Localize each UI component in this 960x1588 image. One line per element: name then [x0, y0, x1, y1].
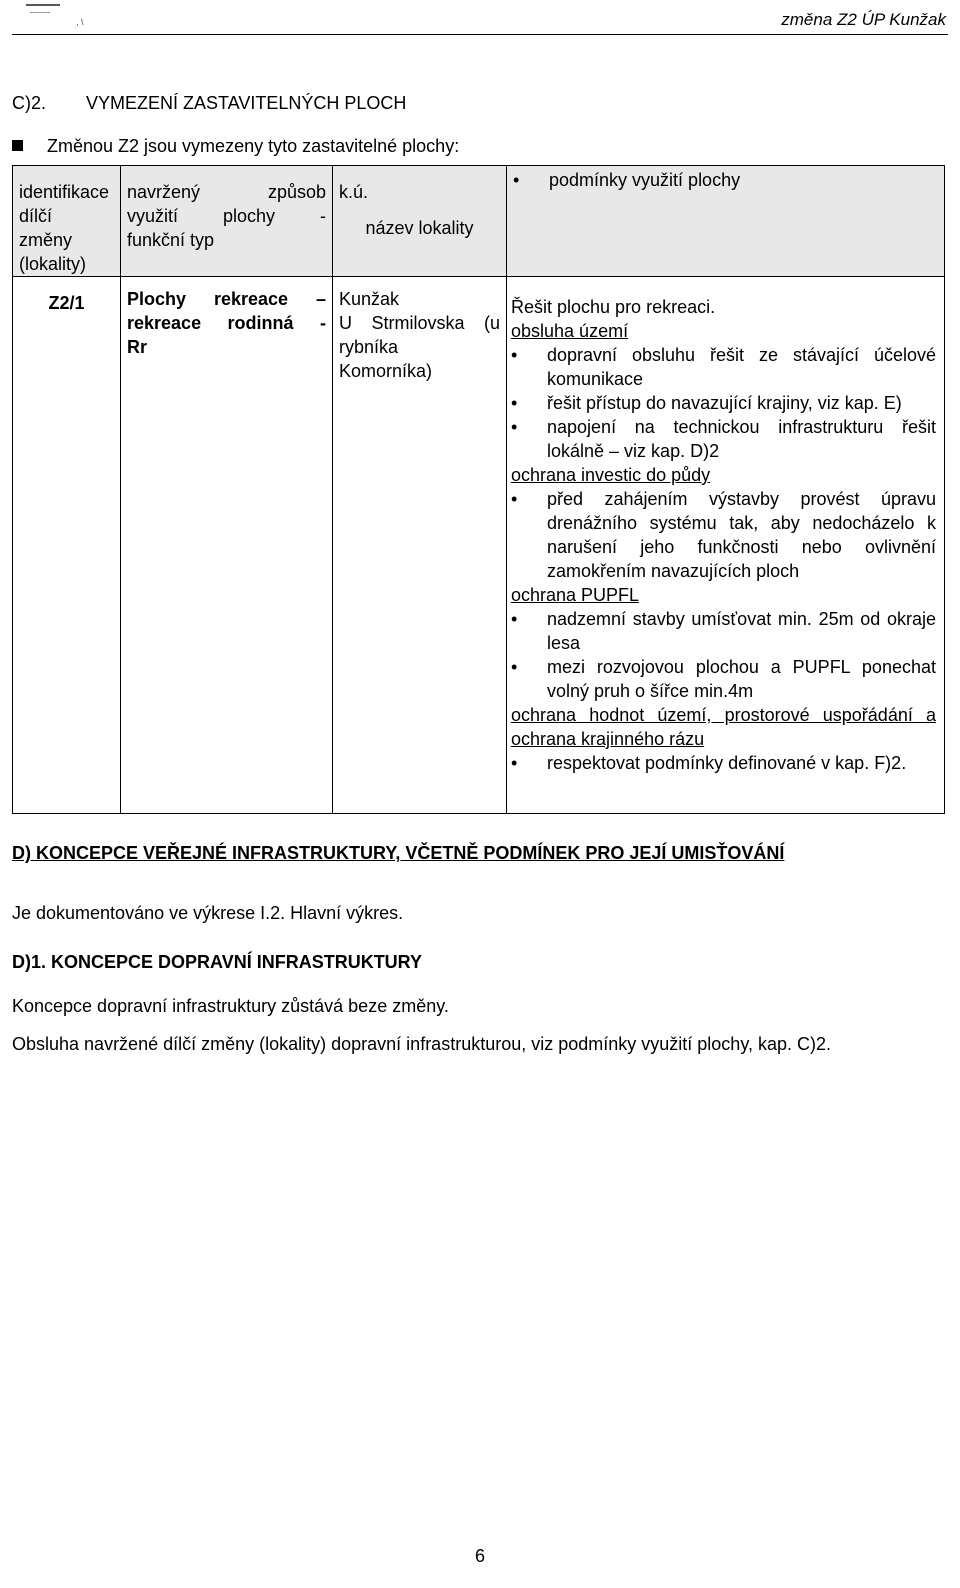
locality-line: rybníka [339, 337, 399, 357]
header-conditions: • podmínky využití plochy [513, 168, 938, 192]
header-divider [12, 34, 948, 35]
list-item: • napojení na technickou infrastrukturu řešit lokálně – viz kap. D)2 [511, 415, 936, 463]
cell-use [121, 277, 333, 814]
cell-locality [333, 277, 507, 814]
header-locality-name: název lokality [365, 218, 474, 238]
header-use-line: využití plochy - [127, 206, 326, 226]
header-use-line: funkční typ [127, 230, 215, 250]
section-d-title: D) KONCEPCE VEŘEJNÉ INFRASTRUKTURY, VČETNĚ PODMÍNEK PRO JEJÍ UMISŤOVÁNÍ [12, 843, 785, 863]
locality-line: Kunžak [339, 289, 400, 309]
header-id-line: (lokality) [19, 254, 87, 274]
section-c2-number: C)2. [12, 93, 47, 113]
header-cell-conditions [507, 166, 945, 277]
use-line: Plochy rekreace – [127, 289, 326, 309]
list-item: • mezi rozvojovou plochou a PUPFL ponechat volný pruh o šířce min.4m [511, 655, 936, 703]
section-c2-intro [12, 136, 459, 157]
list-item: • respektovat podmínky definované v kap. F)2. [511, 751, 936, 775]
zones-table [12, 165, 945, 814]
use-line: Rr [127, 337, 148, 357]
section-c2-heading [12, 93, 406, 114]
locality-line: Komorníka) [339, 361, 433, 381]
header-ku: k.ú. [339, 182, 369, 202]
locality-line: U Strmilovska (u [339, 313, 500, 333]
header-id-line: změny [19, 230, 73, 250]
cell-conditions [507, 277, 945, 814]
group-heading: ochrana PUPFL [511, 585, 640, 605]
use-line: rekreace rodinná - [127, 313, 326, 333]
section-d-text: Je dokumentováno ve výkrese I.2. Hlavní výkres. [12, 903, 404, 923]
group-heading: obsluha území [511, 321, 629, 341]
table-header-row [13, 166, 945, 277]
section-d1-title: D)1. KONCEPCE DOPRAVNÍ INFRASTRUKTURY [12, 952, 423, 972]
group-heading: ochrana investic do půdy [511, 465, 711, 485]
list-item: • dopravní obsluhu řešit ze stávající účelové komunikace [511, 343, 936, 391]
section-d1-text1: Koncepce dopravní infrastruktury zůstává beze změny. [12, 996, 449, 1016]
header-doc-title: změna Z2 ÚP Kunžak [781, 10, 946, 29]
list-item: • řešit přístup do navazující krajiny, viz kap. E) [511, 391, 936, 415]
header-cell-use [121, 166, 333, 277]
list-item: • před zahájením výstavby provést úpravu drenážního systému tak, aby nedocházelo k narušení jeho funkčnosti nebo ovlivnění zamokřením navazujících ploch [511, 487, 936, 583]
header-cell-locality [333, 166, 507, 277]
header-id-line: dílčí [19, 206, 53, 226]
header-use-line: navržený způsob [127, 182, 326, 202]
list-item: • nadzemní stavby umísťovat min. 25m od okraje lesa [511, 607, 936, 655]
logo-mark: , \ [26, 4, 96, 26]
group-heading: ochrana hodnot území, prostorové uspořádání a ochrana krajinného rázu [511, 705, 936, 749]
section-d1-text2: Obsluha navržené dílčí změny (lokality) dopravní infrastrukturou, viz podmínky využití plochy, kap. C)2. [12, 1034, 832, 1054]
section-c2-title: VYMEZENÍ ZASTAVITELNÝCH PLOCH [86, 93, 407, 113]
cell-id [13, 277, 121, 814]
table-row [13, 277, 945, 814]
header-id-line: identifikace [19, 182, 110, 202]
zone-id: Z2/1 [48, 293, 85, 313]
intro-text: Změnou Z2 jsou vymezeny tyto zastavitelné plochy: [47, 136, 460, 156]
conditions-intro: Řešit plochu pro rekreaci. [511, 297, 716, 317]
square-bullet-icon [12, 140, 23, 151]
page-number: 6 [474, 1546, 485, 1566]
header-cell-id [13, 166, 121, 277]
